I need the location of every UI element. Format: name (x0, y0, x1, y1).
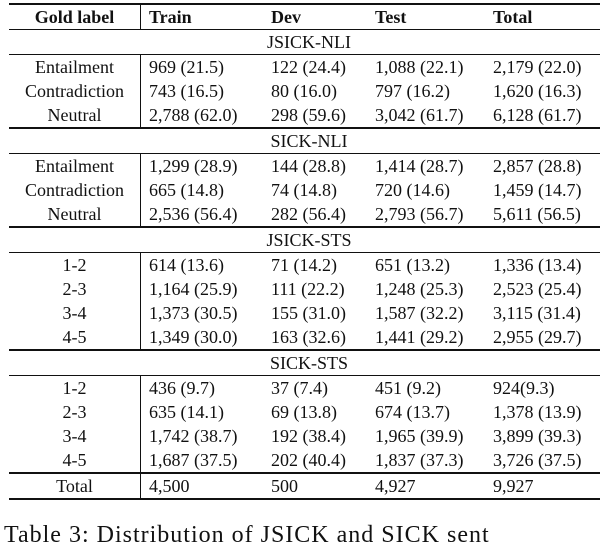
table-cell: 3,899 (39.3) (493, 426, 582, 446)
table-caption: Table 3: Distribution of JSICK and SICK sent (4, 522, 490, 548)
table-cell: 192 (38.4) (271, 426, 346, 446)
table-cell: 163 (32.6) (271, 327, 346, 347)
table-cell: 1,378 (13.9) (493, 402, 582, 422)
table-cell: 2,523 (25.4) (493, 279, 582, 299)
table-row (9, 325, 600, 350)
table-row (9, 253, 600, 278)
table-row (9, 376, 600, 401)
row-label: Contradiction (9, 178, 141, 202)
section-title-row (9, 227, 600, 253)
column-header: Train (149, 7, 192, 27)
row-label: Contradiction (9, 79, 141, 103)
table-cell: 155 (31.0) (271, 303, 346, 323)
row-label: Neutral (9, 202, 141, 227)
table-cell: 674 (13.7) (375, 402, 450, 422)
row-label: Neutral (9, 103, 141, 128)
table-cell: 1,373 (30.5) (149, 303, 238, 323)
table-cell: 2,788 (62.0) (149, 105, 238, 125)
table-row (9, 277, 600, 301)
table-cell: 969 (21.5) (149, 57, 224, 77)
table-cell: 6,128 (61.7) (493, 105, 582, 125)
column-header: Test (375, 7, 407, 27)
column-header: Gold label (9, 4, 141, 30)
table-cell: 1,459 (14.7) (493, 180, 582, 200)
table-cell: 2,536 (56.4) (149, 204, 238, 224)
table-cell: 202 (40.4) (271, 450, 346, 470)
table-cell: 651 (13.2) (375, 255, 450, 275)
table-cell: 74 (14.8) (271, 180, 337, 200)
column-header: Dev (271, 7, 301, 27)
table-cell: 144 (28.8) (271, 156, 346, 176)
table-cell: 1,349 (30.0) (149, 327, 238, 347)
table-cell: 1,742 (38.7) (149, 426, 238, 446)
table-cell: 1,687 (37.5) (149, 450, 238, 470)
table-cell: 1,837 (37.3) (375, 450, 464, 470)
table-cell: 665 (14.8) (149, 180, 224, 200)
table-cell: 69 (13.8) (271, 402, 337, 422)
table-cell: 451 (9.2) (375, 378, 441, 398)
section-title: JSICK-NLI (9, 30, 600, 55)
table-cell: 1,248 (25.3) (375, 279, 464, 299)
table-cell: 2,955 (29.7) (493, 327, 582, 347)
table-cell: 3,042 (61.7) (375, 105, 464, 125)
table-cell: 2,857 (28.8) (493, 156, 582, 176)
table-cell: 4,500 (149, 476, 190, 496)
column-header: Total (493, 7, 533, 27)
table-cell: 1,088 (22.1) (375, 57, 464, 77)
table-cell: 1,336 (13.4) (493, 255, 582, 275)
section-title-row (9, 30, 600, 55)
row-label: 3-4 (9, 424, 141, 448)
row-label: 1-2 (9, 253, 141, 278)
table-cell: 743 (16.5) (149, 81, 224, 101)
row-label: 3-4 (9, 301, 141, 325)
table-cell: 1,299 (28.9) (149, 156, 238, 176)
table-cell: 80 (16.0) (271, 81, 337, 101)
table-row (9, 448, 600, 473)
table-cell: 282 (56.4) (271, 204, 346, 224)
table-cell: 614 (13.6) (149, 255, 224, 275)
table-cell: 71 (14.2) (271, 255, 337, 275)
table-cell: 3,115 (31.4) (493, 303, 581, 323)
table-cell: 1,620 (16.3) (493, 81, 582, 101)
table-cell: 1,587 (32.2) (375, 303, 464, 323)
section-title: SICK-STS (9, 350, 600, 376)
table-cell: 436 (9.7) (149, 378, 215, 398)
section-title-row (9, 128, 600, 154)
row-label: Total (9, 473, 141, 499)
section-title: SICK-NLI (9, 128, 600, 154)
distribution-table (9, 3, 600, 500)
table-cell: 4,927 (375, 476, 416, 496)
table-row (9, 178, 600, 202)
total-row (9, 473, 600, 499)
row-label: 1-2 (9, 376, 141, 401)
table-cell: 5,611 (56.5) (493, 204, 581, 224)
header-row (9, 4, 600, 30)
table-row (9, 103, 600, 128)
table-row (9, 154, 600, 179)
table-cell: 111 (22.2) (271, 279, 345, 299)
row-label: 4-5 (9, 448, 141, 473)
table-cell: 2,179 (22.0) (493, 57, 582, 77)
section-title-row (9, 350, 600, 376)
table-row (9, 79, 600, 103)
table-cell: 500 (271, 476, 298, 496)
row-label: Entailment (9, 55, 141, 80)
row-label: Entailment (9, 154, 141, 179)
table-cell: 1,414 (28.7) (375, 156, 464, 176)
table-cell: 1,164 (25.9) (149, 279, 238, 299)
table-row (9, 301, 600, 325)
table-cell: 797 (16.2) (375, 81, 450, 101)
table-cell: 924(9.3) (493, 378, 555, 398)
row-label: 4-5 (9, 325, 141, 350)
table-row (9, 424, 600, 448)
table-cell: 720 (14.6) (375, 180, 450, 200)
table-row (9, 55, 600, 80)
table-cell: 298 (59.6) (271, 105, 346, 125)
table-row (9, 202, 600, 227)
table-cell: 3,726 (37.5) (493, 450, 582, 470)
row-label: 2-3 (9, 277, 141, 301)
table-cell: 122 (24.4) (271, 57, 346, 77)
table-cell: 2,793 (56.7) (375, 204, 464, 224)
table-cell: 1,965 (39.9) (375, 426, 464, 446)
table-row (9, 400, 600, 424)
table-cell: 37 (7.4) (271, 378, 328, 398)
section-title: JSICK-STS (9, 227, 600, 253)
table-cell: 1,441 (29.2) (375, 327, 464, 347)
table-cell: 635 (14.1) (149, 402, 224, 422)
row-label: 2-3 (9, 400, 141, 424)
table-cell: 9,927 (493, 476, 534, 496)
